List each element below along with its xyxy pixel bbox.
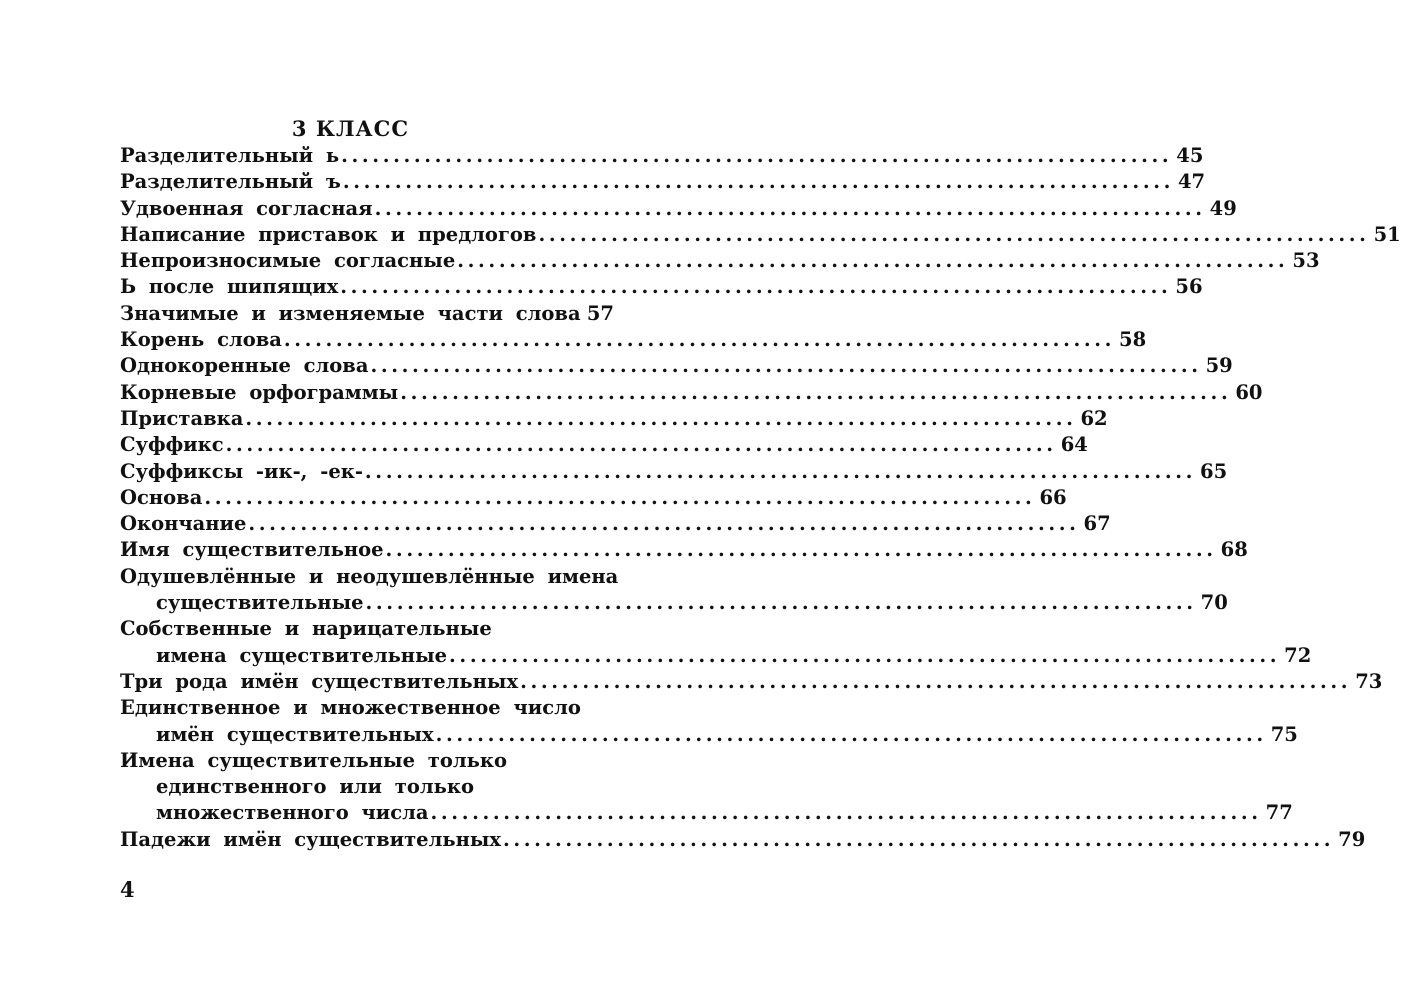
toc-entry-page-number: 64 — [1060, 433, 1088, 457]
page-number: 4 — [120, 877, 135, 902]
toc-entry-line — [120, 169, 1206, 195]
toc-entry-title: Корневые орфограммы — [120, 380, 399, 404]
toc-entry-title: Разделительный ъ — [120, 170, 341, 194]
toc-entry-line — [120, 643, 1312, 669]
dot-leader: ................................................................................ — [430, 801, 1262, 825]
toc-entry-title: имён существительных — [156, 722, 434, 746]
toc-entry-page-number: 56 — [1175, 275, 1203, 299]
section-heading: 3 КЛАСС — [291, 116, 410, 141]
dot-leader: ................................................................................ — [225, 433, 1057, 457]
toc-entry-line — [120, 248, 1320, 274]
toc-entry-title: Имя существительное — [120, 538, 384, 562]
dot-leader: ................................................................................ — [457, 249, 1289, 273]
toc-entry-page-number: 49 — [1209, 196, 1237, 220]
toc-entry-title: Суффикс — [120, 433, 224, 457]
toc-entry-title: Три рода имён существительных — [120, 669, 519, 693]
dot-leader: ................................................................................ — [340, 275, 1172, 299]
toc-entry-line — [120, 511, 1111, 537]
toc-entry-line — [120, 485, 1067, 511]
toc-entry-line — [120, 564, 619, 590]
dot-leader: ................................................................................ — [365, 591, 1197, 615]
toc-entry-title: Суффиксы -ик-, -ек- — [120, 459, 363, 483]
toc-entry-page-number: 77 — [1265, 801, 1293, 825]
dot-leader: ................................................................................ — [520, 669, 1352, 693]
dot-leader: ................................................................................ — [364, 459, 1197, 483]
dot-leader: ................................................................................ — [283, 328, 1116, 352]
toc-entry-line — [120, 327, 1147, 353]
dot-leader: ................................................................................ — [374, 196, 1206, 220]
dot-leader: ................................................................................ — [341, 144, 1173, 167]
toc-entry-page-number: 57 — [586, 301, 614, 325]
dot-leader: ................................................................................ — [370, 354, 1202, 378]
toc-entry-page-number: 60 — [1235, 380, 1263, 404]
dot-leader: ................................................................................ — [435, 722, 1267, 746]
toc-entry-title: множественного числа — [156, 801, 429, 825]
toc-entry-line — [120, 537, 1248, 563]
toc-entry-page-number: 58 — [1119, 328, 1147, 352]
toc-entry-line — [120, 827, 1366, 853]
toc-entry-page-number: 68 — [1220, 538, 1248, 562]
toc-entry-title: существительные — [156, 591, 364, 615]
table-of-contents — [120, 143, 1401, 853]
dot-leader: ................................................................................ — [342, 170, 1174, 194]
toc-entry-title: Одушевлённые и неодушевлённые имена — [120, 564, 619, 588]
toc-entry-title: Приставка — [120, 406, 244, 430]
toc-entry-page-number: 79 — [1338, 827, 1366, 851]
toc-entry-line — [120, 774, 614, 800]
toc-entry-title: Имена существительные только — [120, 748, 507, 772]
toc-entry-title: Непроизносимые согласные — [120, 249, 456, 273]
toc-entry-line — [120, 616, 614, 642]
toc-entry-line — [120, 590, 1228, 616]
toc-entry-line — [120, 459, 1228, 485]
toc-entry-line — [120, 380, 1263, 406]
toc-entry-page-number: 65 — [1200, 459, 1228, 483]
toc-entry-page-number: 53 — [1292, 249, 1320, 273]
toc-entry-line — [120, 301, 614, 327]
dot-leader: ................................................................................ — [245, 406, 1077, 430]
toc-entry-title: Собственные и нарицательные — [120, 617, 492, 641]
dot-leader: ................................................................................ — [248, 512, 1080, 536]
toc-entry-page-number: 45 — [1176, 144, 1204, 167]
toc-entry-page-number: 70 — [1200, 591, 1228, 615]
toc-entry-page-number: 62 — [1080, 406, 1108, 430]
toc-entry-line — [120, 274, 1203, 300]
toc-entry-line — [120, 353, 1233, 379]
toc-entry-title: единственного или только — [156, 775, 474, 799]
dot-leader: ................................................................................ — [400, 380, 1232, 404]
toc-entry-title: Единственное и множественное число — [120, 696, 581, 720]
toc-entry-title: Основа — [120, 485, 203, 509]
toc-entry-title: Написание приставок и предлогов — [120, 222, 537, 246]
toc-entry-title: Корень слова — [120, 328, 282, 352]
toc-entry-page-number: 73 — [1355, 669, 1383, 693]
toc-entry-title: Окончание — [120, 512, 247, 536]
toc-entry-line — [120, 222, 1401, 248]
dot-leader: ................................................................................ — [385, 538, 1217, 562]
dot-leader: ................................................................................ — [538, 222, 1370, 246]
toc-entry-line — [120, 669, 1383, 695]
toc-entry-page-number: 47 — [1177, 170, 1206, 194]
dot-leader: ................................................................................ — [503, 827, 1335, 851]
toc-entry-line — [120, 143, 1204, 169]
toc-entry-page-number: 75 — [1270, 722, 1298, 746]
toc-entry-page-number: 72 — [1284, 643, 1312, 667]
toc-entry-page-number: 51 — [1373, 222, 1401, 246]
toc-entry-title: Однокоренные слова — [120, 354, 369, 378]
dot-leader: ................................................................................ — [204, 485, 1036, 509]
toc-entry-title: Ь после шипящих — [120, 275, 339, 299]
toc-entry-page-number: 66 — [1039, 485, 1067, 509]
toc-entry-title: имена существительные — [156, 643, 448, 667]
toc-entry-page-number: 59 — [1205, 354, 1233, 378]
toc-entry-title: Разделительный ь — [120, 144, 340, 167]
toc-entry-line — [120, 695, 614, 721]
dot-leader: ................................................................................ — [449, 643, 1281, 667]
toc-entry-line — [120, 800, 1293, 826]
toc-entry-page-number: 67 — [1083, 512, 1111, 536]
toc-entry-line — [120, 432, 1088, 458]
toc-entry-line — [120, 196, 1237, 222]
toc-entry-line — [120, 722, 1298, 748]
toc-entry-title: Падежи имён существительных — [120, 827, 502, 851]
toc-entry-line — [120, 748, 614, 774]
toc-entry-line — [120, 406, 1108, 432]
toc-entry-title: Значимые и изменяемые части слова — [120, 301, 581, 325]
toc-entry-title: Удвоенная согласная — [120, 196, 373, 220]
